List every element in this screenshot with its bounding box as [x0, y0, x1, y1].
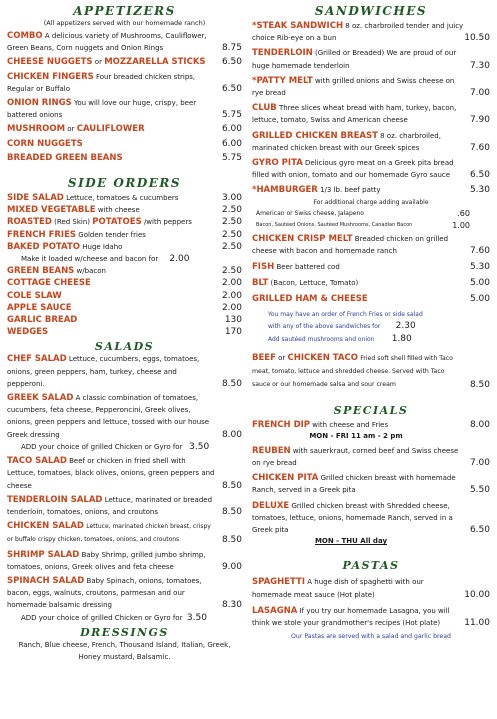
item-name-alt: MOZZARELLA STICKS: [104, 57, 206, 68]
item-price: 8.50: [469, 380, 490, 391]
item-desc: Lettuce, cucumbers, eggs, tomatoes, onions, green peppers, ham, turkey, cheese and pepperoni.: [7, 355, 200, 388]
item-price: 5.00: [469, 294, 490, 305]
item-desc: Fried soft shell filled with Taco meat, tomato, lettuce and shredded cheese. Served with Taco sauce or our homemade salsa and sour cream: [252, 355, 453, 389]
item-name: CORN NUGGETS: [7, 138, 83, 149]
menu-item-chicken-fingers[interactable]: [7, 71, 242, 95]
item-price: 8.75: [221, 43, 242, 54]
item-price: 6.50: [221, 57, 242, 68]
item-desc: You will love our huge, crispy, beer battered onions: [7, 99, 197, 120]
item-desc: Huge Idaho: [82, 242, 123, 251]
item-name: SHRIMP SALAD: [7, 549, 80, 560]
item-price: 8.50: [221, 480, 242, 491]
fries-with-sandwich[interactable]: [252, 320, 490, 333]
item-price: 8.50: [221, 378, 242, 389]
menu-item-beef-chicken-taco[interactable]: [252, 352, 490, 392]
menu-item-spinach-salad[interactable]: [7, 575, 242, 612]
item-name: LASAGNA: [252, 605, 298, 616]
item-or: or: [67, 125, 75, 134]
item-price: 2.00: [221, 302, 242, 313]
item-desc: (Grilled or Breaded) We are proud of our huge homemade tenderloin: [252, 49, 457, 70]
salads-heading: SALADS: [94, 340, 155, 354]
addon-price: 3.50: [186, 612, 207, 623]
menu-item-greek-salad[interactable]: [7, 392, 242, 441]
item-price: 6.00: [221, 138, 242, 149]
item-name: BAKED POTATO: [7, 241, 81, 252]
item-price: 7.60: [469, 245, 490, 256]
item-desc: 8 oz. charbroiled, marinated chicken breast with our Greek spices: [252, 131, 441, 152]
appetizers-note: (All appetizers served with our homemade ranch): [43, 19, 206, 27]
item-price: 8.30: [221, 600, 242, 611]
menu-item-gyro-pita[interactable]: [252, 157, 490, 181]
item-desc: 8 oz. charbroiled tender and juicy choice Rib-eye on a bun: [252, 22, 464, 43]
menu-item-chicken-pita[interactable]: [252, 472, 490, 496]
item-price: 2.00: [221, 278, 242, 289]
item-price: 170: [224, 327, 242, 338]
item-price: 7.90: [469, 115, 490, 126]
item-price: 130: [224, 315, 242, 326]
side-orders-heading: SIDE ORDERS: [67, 176, 182, 191]
addon-price: 2.00: [169, 254, 190, 265]
hamburger-charge-note: For additional charge adding available: [313, 198, 429, 206]
addon-desc: ADD your choice of grilled Chicken or Gyro for: [21, 613, 183, 622]
item-desc: A classic combination of tomatoes, cucumbers, feta cheese, Pepperoncini, Greek olives, onions, green peppers and lettuce, tossed with our house Greek dressing: [7, 394, 210, 439]
menu-item-corn-nuggets[interactable]: [7, 138, 242, 150]
menu-item-cottage-cheese[interactable]: [7, 277, 242, 289]
addon-price: .60: [457, 208, 470, 218]
addon-desc: American or Swiss cheese, Jalapeno: [256, 209, 364, 217]
item-price: 6.00: [221, 124, 242, 135]
addon-desc: Add sautéed mushrooms and onion: [268, 335, 375, 343]
pastas-heading: PASTAS: [342, 559, 400, 573]
menu-item-club[interactable]: [252, 102, 490, 126]
menu-item-wedges[interactable]: [7, 326, 242, 338]
item-desc: Grilled chicken breast with Shredded cheese, tomatoes, lettuce, onions, homemade Ranch, served in a Greek pita: [252, 501, 453, 535]
greek-salad-add[interactable]: [7, 441, 242, 453]
item-name: *STEAK SANDWICH: [252, 21, 344, 31]
item-name: COTTAGE CHEESE: [7, 278, 91, 289]
menu-item-side-salad[interactable]: [7, 192, 242, 204]
item-name-alt: POTATOES: [92, 217, 142, 228]
sandwiches-heading: SANDWICHES: [314, 4, 428, 18]
item-price: 6.50: [221, 83, 242, 94]
item-or: or: [278, 354, 286, 363]
addon-desc: ADD your choice of grilled Chicken or Gyro for: [21, 442, 183, 451]
item-desc: Baby Shrimp, grilled jumbo shrimp, tomatoes, onions, Greek olives and feta cheese: [7, 550, 206, 571]
item-desc: If you try our homemade Lasagna, you will think we stole your grandmother's recipes (Hot plate): [252, 606, 450, 627]
item-name: MIXED VEGETABLE: [7, 205, 96, 216]
item-name: GYRO PITA: [252, 158, 303, 169]
item-name: MUSHROOM: [7, 124, 66, 135]
item-name: WEDGES: [7, 327, 49, 338]
item-desc: with grilled onions and Swiss cheese on rye bread: [252, 76, 455, 98]
item-price: 5.75: [221, 110, 242, 121]
menu-item-green-beans[interactable]: [7, 152, 242, 164]
hamburger-addon-bacon[interactable]: [252, 219, 490, 231]
addon-price: 2.30: [395, 320, 416, 331]
menu-item-french-dip[interactable]: [252, 419, 490, 431]
menu-item-deluxe[interactable]: [252, 500, 490, 537]
item-price: 7.00: [469, 458, 490, 469]
specials-heading: SPECIALS: [333, 403, 409, 417]
item-name: FISH: [252, 262, 275, 273]
menu-item-steak-sandwich[interactable]: [252, 20, 490, 44]
item-name: DELUXE: [252, 500, 290, 511]
item-name: APPLE SAUCE: [7, 302, 72, 313]
item-price: 10.00: [464, 589, 490, 600]
menu-item-chicken-salad[interactable]: [7, 520, 242, 546]
menu-item-grilled-ham-cheese[interactable]: [252, 293, 490, 305]
menu-item-green-beans-bacon[interactable]: [7, 265, 242, 277]
item-name: CHICKEN PITA: [252, 473, 319, 484]
item-name: ROASTED: [7, 217, 52, 228]
item-price: 8.50: [221, 506, 242, 517]
item-price: 2.50: [221, 229, 242, 240]
item-desc: Beer battered cod: [276, 263, 340, 272]
item-price: 2.50: [221, 241, 242, 252]
item-price: 5.30: [469, 185, 490, 196]
item-name: TENDERLOIN SALAD: [7, 494, 103, 505]
item-name: FRENCH DIP: [252, 419, 311, 430]
item-desc: Lettuce, tomatoes & cucumbers: [66, 194, 179, 203]
item-name: GRILLED HAM & CHEESE: [252, 294, 368, 305]
item-name: *PATTY MELT: [252, 75, 313, 86]
item-name: GREEN BEANS: [7, 266, 75, 277]
item-desc: Golden tender fries: [78, 230, 146, 239]
menu-item-cheese-nuggets[interactable]: [7, 56, 242, 68]
menu-item-hamburger[interactable]: [252, 184, 490, 196]
menu-item-fish[interactable]: [252, 261, 490, 273]
menu-item-reuben[interactable]: [252, 445, 490, 469]
item-name: COMBO: [7, 31, 43, 41]
item-desc: 1/3 lb. beef patty: [320, 186, 381, 195]
item-name: CHICKEN SALAD: [7, 521, 84, 532]
menu-item-onion-rings[interactable]: [7, 97, 242, 121]
item-name: TENDERLOIN: [252, 48, 313, 59]
menu-item-mushroom[interactable]: [7, 123, 242, 135]
menu-item-mixed-vegetable[interactable]: [7, 204, 242, 216]
item-name: CLUB: [252, 103, 277, 114]
menu-item-grilled-chicken-breast[interactable]: [252, 130, 490, 154]
item-price: 8.00: [221, 429, 242, 440]
deluxe-time: MON - THU All day: [314, 537, 388, 546]
item-desc: Delicious gyro meat on a Greek pita bread filled with onion, tomato and our homemade Gyro sauce: [252, 159, 454, 180]
item-desc: Grilled chicken breast with homemade Ranch, served in a Greek pita: [252, 474, 456, 495]
item-price: 5.50: [469, 485, 490, 496]
item-name: TACO SALAD: [7, 456, 67, 467]
pastas-note: Our Pastas are served with a salad and garlic bread: [291, 633, 451, 641]
item-price: 5.30: [469, 262, 490, 273]
addon-desc: Bacon, Sautéed Onions, Sautéed Mushrooms, Canadian Bacon: [256, 221, 413, 228]
item-name: CHEF SALAD: [7, 354, 67, 365]
item-name: CHICKEN CRISP MELT: [252, 233, 353, 244]
menu-item-blt[interactable]: [252, 277, 490, 289]
menu-item-chicken-crisp-melt[interactable]: [252, 233, 490, 257]
item-name: GRILLED CHICKEN BREAST: [252, 130, 378, 141]
item-name: BLT: [252, 278, 269, 289]
addon-desc: with any of the above sandwiches for: [268, 322, 381, 330]
item-price: 2.00: [221, 290, 242, 301]
appetizers-heading: APPETIZERS: [73, 4, 176, 18]
item-name-alt: CAULIFLOWER: [76, 124, 145, 135]
menu-item-roasted-potatoes[interactable]: [7, 216, 242, 228]
item-name: SIDE SALAD: [7, 193, 64, 204]
item-price: 8.50: [221, 535, 242, 546]
menu-item-garlic-bread[interactable]: [7, 314, 242, 326]
menu-item-shrimp-salad[interactable]: [7, 549, 242, 573]
add-mushrooms-onion[interactable]: [252, 333, 490, 346]
item-name: CHICKEN FINGERS: [7, 71, 94, 82]
item-desc: w/bacon: [76, 267, 106, 276]
menu-item-lasagna[interactable]: [252, 605, 490, 629]
french-dip-time: MON - FRI 11 am - 2 pm: [309, 431, 403, 440]
menu-item-taco-salad[interactable]: [7, 455, 242, 492]
item-name: GREEK SALAD: [7, 393, 74, 404]
item-name: BREADED GREEN BEANS: [7, 152, 123, 163]
addon-price: 1.00: [452, 220, 470, 230]
item-desc-alt: /with peppers: [143, 218, 192, 227]
item-desc: Beef or chicken in fried shell with Lettuce, tomatoes, black olives, onions, green peppers and cheese: [7, 457, 215, 490]
item-desc: A delicious variety of Mushrooms, Cauliflower, Green Beans, Corn nuggets and Onion Rings: [7, 32, 207, 53]
item-desc: with cheese and Fries: [312, 420, 389, 429]
item-name-alt: CHICKEN TACO: [287, 353, 358, 364]
menu-item-patty-melt[interactable]: [252, 75, 490, 99]
item-price: 5.75: [221, 152, 242, 163]
menu-item-baked-potato[interactable]: [7, 241, 242, 253]
addon-desc: Make it loaded w/cheese and bacon for: [21, 255, 159, 264]
addon-price: 1.80: [391, 333, 412, 344]
item-name: REUBEN: [252, 445, 291, 456]
item-desc: Baby Spinach, onions, tomatoes, bacon, eggs, walnuts, croutons, parmesan and our homemade balsamic dressing: [7, 576, 202, 610]
menu-item-apple-sauce[interactable]: [7, 302, 242, 314]
item-name: *HAMBURGER: [252, 185, 318, 196]
item-price: 8.00: [469, 419, 490, 430]
item-desc: (Bacon, Lettuce, Tomato): [270, 279, 359, 288]
item-name: SPAGHETTI: [252, 577, 306, 588]
menu-item-spaghetti[interactable]: [252, 576, 490, 600]
item-name: BEEF: [252, 353, 276, 364]
baked-potato-loaded[interactable]: [7, 253, 242, 265]
item-name: CHEESE NUGGETS: [7, 57, 93, 68]
item-name: ONION RINGS: [7, 98, 72, 109]
item-price: 2.50: [221, 205, 242, 216]
item-desc: Lettuce, marinated or breaded tenderloin, tomatoes, onions, and croutons: [7, 495, 213, 516]
spinach-salad-add[interactable]: [7, 612, 242, 624]
item-price: 7.60: [469, 142, 490, 153]
item-price: 6.50: [469, 170, 490, 181]
item-price: 7.30: [469, 60, 490, 71]
item-price: 11.00: [464, 617, 490, 628]
addon-price: 3.50: [189, 441, 210, 452]
item-desc: Lettuce, marinated chicken breast, crispy or buffalo crispy chicken, tomatoes, onions, and croutons: [7, 523, 211, 544]
item-or: or: [94, 58, 102, 67]
item-price: 5.00: [469, 278, 490, 289]
item-name: FRENCH FRIES: [7, 229, 77, 240]
item-desc: Four breaded chicken strips, Regular or Buffalo: [7, 72, 196, 93]
item-price: 10.50: [464, 33, 490, 44]
menu-item-cole-slaw[interactable]: [7, 290, 242, 302]
item-name: COLE SLAW: [7, 290, 62, 301]
item-price: 3.00: [221, 193, 242, 204]
dressings-list: Ranch, Blue cheese, French, Thousand Island, Italian, Greek, Honey mustard, Balsamic.: [18, 640, 231, 661]
item-desc: with sauerkraut, corned beef and Swiss cheese on rye bread: [252, 446, 459, 468]
item-price: 7.00: [469, 88, 490, 99]
item-price: 6.50: [469, 525, 490, 536]
left-column: [7, 4, 242, 663]
hamburger-addon-cheese[interactable]: [252, 208, 490, 219]
menu-item-chef-salad[interactable]: [7, 353, 242, 390]
item-desc: Breaded chicken on grilled cheese with bacon and homemade ranch: [252, 234, 449, 255]
item-desc: Three slices wheat bread with ham, turkey, bacon, lettuce, tomato, Swiss and American cheese: [252, 104, 457, 125]
dressings-heading: DRESSINGS: [80, 625, 169, 639]
item-price: 2.50: [221, 266, 242, 277]
menu-item-french-fries[interactable]: [7, 229, 242, 241]
menu-item-tenderloin-salad[interactable]: [7, 494, 242, 518]
item-name: GARLIC BREAD: [7, 315, 78, 326]
menu-item-combo[interactable]: [7, 30, 242, 54]
item-desc: (Red Skin): [54, 218, 91, 227]
right-column: [252, 4, 490, 643]
item-price: 9.00: [221, 561, 242, 572]
item-price: 2.50: [221, 217, 242, 228]
menu-item-tenderloin[interactable]: [252, 47, 490, 71]
item-name: SPINACH SALAD: [7, 575, 85, 586]
item-desc: with cheese: [97, 206, 140, 215]
fries-note: You may have an order of French Fries or side salad: [268, 310, 423, 318]
item-desc: A huge dish of spaghetti with our homemade meat sauce (Hot plate): [252, 578, 424, 599]
